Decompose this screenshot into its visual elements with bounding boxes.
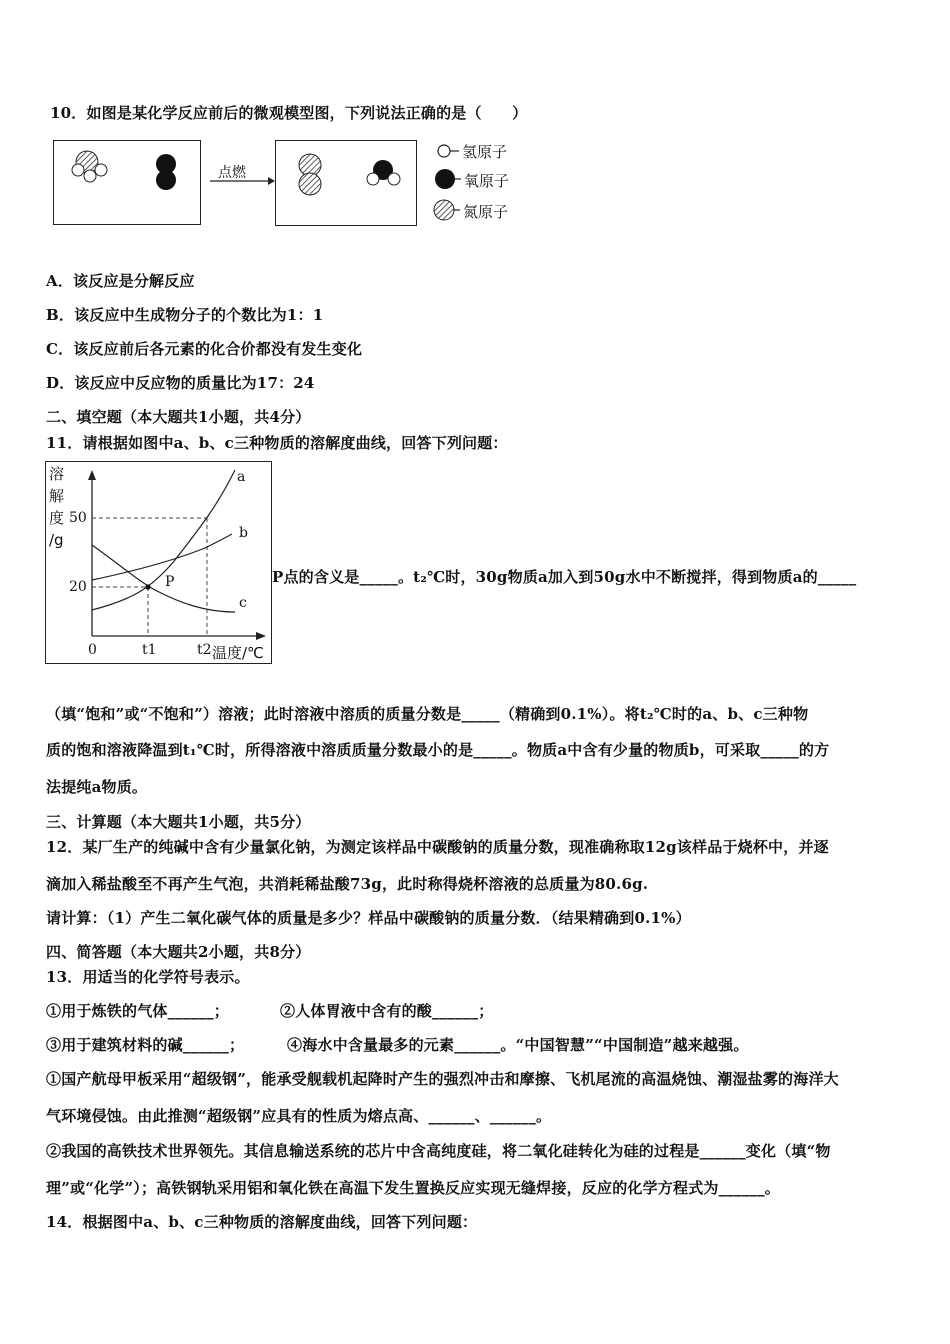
q13-line-7: ②我国的高铁技术世界领先。其信息输送系统的芯片中含高纯度硅，将二氧化硅转化为硅的过程是______变化（填“物: [46, 1142, 831, 1160]
q12-line-1: 12．某厂生产的纯碱中含有少量氯化钠，为测定该样品中碳酸钠的质量分数，现准确称取12g该样品于烧杯中，并逐: [46, 838, 829, 856]
q11-stem: 11．请根据如图中a、b、c三种物质的溶解度曲线，回答下列问题：: [46, 434, 508, 452]
x-tick-0: 0: [88, 642, 97, 658]
q10-option-a: A．该反应是分解反应: [46, 272, 195, 290]
q10-stem: 10．如图是某化学反应前后的微观模型图，下列说法正确的是（ ）: [50, 104, 528, 122]
q13-item-3: ③用于建筑材料的碱______；: [46, 1036, 245, 1054]
curve-c: [92, 545, 235, 612]
point-p-marker: [145, 584, 150, 589]
q13-item-2: ②人体胃液中含有的酸______；: [280, 1002, 494, 1020]
curve-a-label: a: [237, 469, 246, 485]
curve-a: [92, 470, 235, 610]
q11-line-1: P点的含义是_____。t₂℃时，30g物质a加入到50g水中不断搅拌，得到物质a的_____: [272, 568, 857, 586]
y-tick-20: 20: [69, 579, 87, 595]
q11-line-4: 法提纯a物质。: [46, 778, 148, 796]
q10-option-b: B．该反应中生成物分子的个数比为1：1: [46, 306, 324, 324]
q13-line-8: 理”或“化学”）；高铁钢轨采用铝和氧化铁在高温下发生置换反应实现无缝焊接，反应的化学方程式为______。: [46, 1179, 780, 1197]
q13-line-5: ①国产航母甲板采用“超级钢”，能承受舰载机起降时产生的强烈冲击和摩擦、飞机尾流的高温烧蚀、潮湿盐雾的海洋大: [46, 1070, 839, 1088]
q13-item-4: ④海水中含量最多的元素______。“中国智慧”“中国制造”越来越强。: [287, 1036, 749, 1054]
legend-oxygen-label: 氧原子: [464, 172, 510, 190]
q12-line-2: 滴加入稀盐酸至不再产生气泡，共消耗稀盐酸73g，此时称得烧杯溶液的总质量为80.6g.: [46, 875, 649, 893]
section-4-heading: 四、简答题（本大题共2小题，共8分）: [46, 943, 311, 961]
section-3-heading: 三、计算题（本大题共1小题，共5分）: [46, 813, 311, 831]
y-tick-50: 50: [69, 510, 87, 526]
q13-line-6: 气环境侵蚀。由此推测“超级钢”应具有的性质为熔点高、______、______。: [46, 1107, 552, 1125]
section-2-heading: 二、填空题（本大题共1小题，共4分）: [46, 408, 311, 426]
legend-nitrogen-label: 氮原子: [463, 203, 509, 221]
q14-stem: 14．根据图中a、b、c三种物质的溶解度曲线，回答下列问题：: [46, 1213, 478, 1231]
y-label-2: 解: [49, 487, 65, 505]
curve-c-label: c: [239, 595, 247, 611]
q13-item-1: ①用于炼铁的气体______；: [46, 1002, 230, 1020]
q10-option-d: D．该反应中反应物的质量比为17：24: [46, 374, 315, 392]
curve-b: [92, 534, 232, 580]
legend-hydrogen-label: 氢原子: [462, 143, 508, 161]
arrow-label: 点燃: [218, 165, 246, 181]
q11-line-2: （填“饱和”或“不饱和”）溶液；此时溶液中溶质的质量分数是_____（精确到0.1%）。将t₂℃时的a、b、c三种物: [46, 705, 809, 723]
y-label-3: 度: [49, 509, 65, 527]
x-axis-arrow-icon: [256, 632, 266, 640]
x-tick-t1: t1: [142, 642, 157, 658]
x-tick-t2: t2: [197, 642, 212, 658]
q11-line-3: 质的饱和溶液降温到t₁℃时，所得溶液中溶质质量分数最小的是_____。物质a中含有少量的物质b，可采取_____的方: [46, 741, 830, 759]
y-axis-arrow-icon: [88, 470, 96, 480]
y-label-1: 溶: [49, 465, 65, 483]
q10-option-c: C．该反应前后各元素的化合价都没有发生变化: [46, 340, 363, 358]
q13-stem: 13．用适当的化学符号表示。: [46, 968, 250, 986]
y-label-4: /g: [49, 531, 64, 549]
y-axis-label: [49, 463, 64, 551]
x-axis-unit: 温度/℃: [212, 644, 264, 662]
curve-b-label: b: [239, 525, 248, 541]
q12-line-3: 请计算：（1）产生二氧化碳气体的质量是多少？样品中碳酸钠的质量分数．（结果精确到0.1%）: [46, 909, 691, 927]
point-p-label: P: [165, 574, 175, 590]
